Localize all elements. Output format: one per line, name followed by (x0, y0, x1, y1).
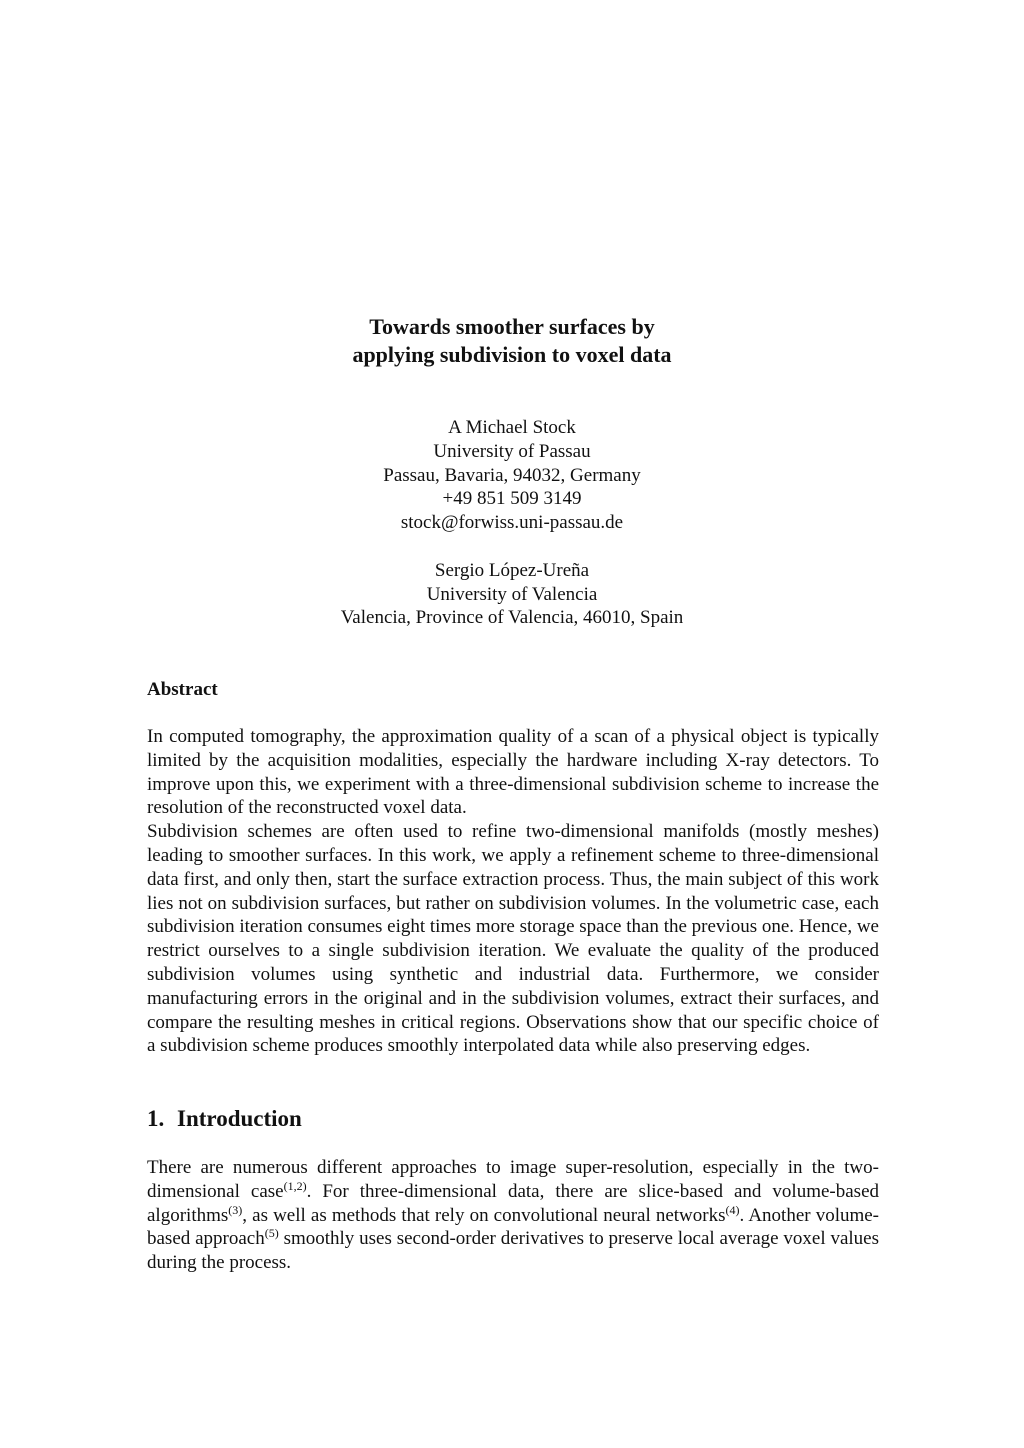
citation-marker: (4) (725, 1202, 740, 1217)
citation-marker: (1,2) (283, 1178, 307, 1193)
author-1-affiliation: University of Passau (433, 440, 591, 462)
intro-text-segment: , as well as methods that rely on convolutional neural networks (242, 1204, 726, 1226)
author-1-address: Passau, Bavaria, 94032, Germany (383, 464, 641, 486)
intro-text-segment: . Another volume-based approach (147, 1204, 880, 1250)
paper-title (0, 313, 1024, 369)
paper-title-line-2: applying subdivision to voxel data (352, 342, 672, 367)
author-2-name: Sergio López-Ureña (434, 559, 590, 581)
abstract-paragraph-1: In computed tomography, the approximation quality of a scan of a physical object is typically limited by the acquisition modalities, especially the hardware including X-ray detectors. To improve upon this, we experiment with a three-dimensional subdivision scheme to increase the resolution of the reconstructed voxel data. (147, 726, 879, 819)
author-1-email: stock@forwiss.uni-passau.de (400, 512, 624, 534)
section-title: Introduction (177, 1106, 302, 1131)
section-heading-introduction (147, 1104, 302, 1134)
intro-text-segment: . For three-dimensional data, there are slice-based and volume-based algorithms (147, 1180, 880, 1226)
author-separator (0, 535, 1024, 559)
author-1-phone: +49 851 509 3149 (442, 488, 582, 510)
author-2-address: Valencia, Province of Valencia, 46010, Spain (340, 607, 684, 629)
author-2-affiliation: University of Valencia (426, 583, 598, 605)
author-block (0, 416, 1024, 630)
intro-text-segment: smoothly uses second-order derivatives to preserve local average voxel values during the process. (147, 1228, 879, 1274)
paper-title-line-1: Towards smoother surfaces by (369, 314, 655, 339)
author-1-name: A Michael Stock (448, 417, 576, 438)
citation-marker: (3) (228, 1202, 243, 1217)
abstract-paragraph-2: Subdivision schemes are often used to refine two-dimensional manifolds (mostly meshes) leading to smoother surfaces. In this work, we apply a refinement scheme to three-dimensional data first, and only then, start the surface extraction process. Thus, the main subject of this work lies not on subdivision surfaces, but rather on subdivision volumes. In the volumetric case, each subdivision iteration consumes eight times more storage space than the previous one. Hence, we restrict ourselves to a single subdivision iteration. We evaluate the quality of the produced subdivision volumes using synthetic and industrial data. Furthermore, we consider manufacturing errors in the original and in the subdivision volumes, extract their surfaces, and compare the resulting meshes in critical regions. Observations show that our specific choice of a subdivision scheme produces smoothly interpolated data while also preserving edges. (147, 821, 879, 1057)
intro-text-segment: There are numerous different approaches to image super-resolution, especially in the two-dimensional case (147, 1157, 879, 1202)
section-number: 1. (147, 1106, 165, 1131)
abstract-body (147, 725, 879, 1058)
abstract-heading: Abstract (147, 679, 218, 700)
citation-marker: (5) (264, 1226, 279, 1241)
introduction-paragraph (147, 1156, 879, 1275)
